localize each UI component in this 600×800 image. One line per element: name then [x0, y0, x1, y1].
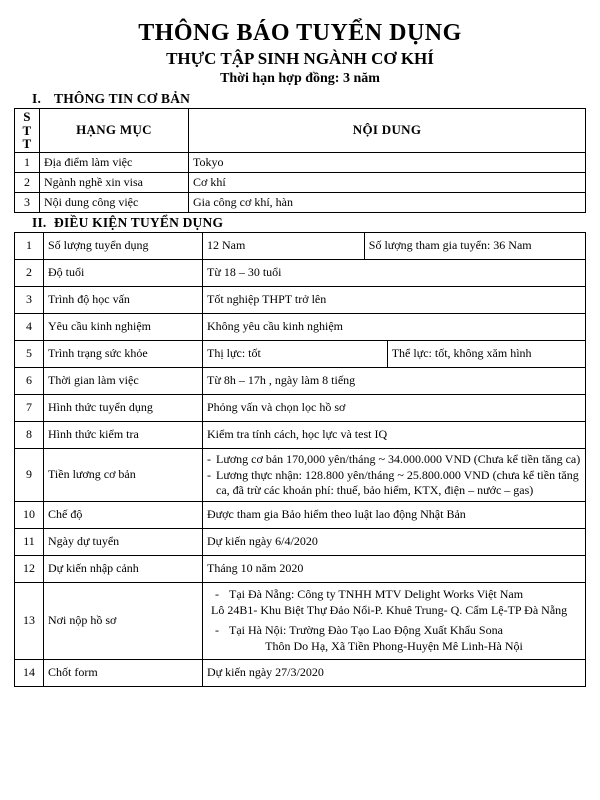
table-row	[15, 555, 586, 582]
table-row	[15, 528, 586, 555]
section-number-1: I.	[32, 91, 42, 106]
contract-term: Thời hạn hợp đồng: 3 năm	[220, 71, 380, 86]
row-item: Độ tuổi	[44, 259, 203, 286]
row-content-locations	[203, 582, 586, 659]
row-item: Ngày dự tuyển	[44, 528, 203, 555]
table-row	[15, 394, 586, 421]
table-row	[15, 659, 586, 686]
page-title: THÔNG BÁO TUYỂN DỤNG	[138, 20, 462, 46]
column-header-content: NỘI DUNG	[189, 109, 586, 153]
row-item: Trình độ học vấn	[44, 286, 203, 313]
column-header-item: HẠNG MỤC	[40, 109, 189, 153]
row-item: Chốt form	[44, 659, 203, 686]
row-item: Nơi nộp hồ sơ	[44, 582, 203, 659]
row-content: Tháng 10 năm 2020	[203, 555, 586, 582]
section-number-2: II.	[32, 214, 47, 230]
table-row-locations	[15, 582, 586, 659]
row-number: 10	[15, 501, 44, 528]
section-heading-recruitment-conditions	[14, 215, 586, 231]
basic-info-table	[14, 108, 586, 213]
row-content: Tốt nghiệp THPT trở lên	[203, 286, 586, 313]
table-row	[15, 172, 586, 192]
inner-split-table	[203, 341, 585, 367]
address-hanoi-detail: Thôn Do Hạ, Xã Tiền Phong-Huyện Mê Linh-Hà Nội	[265, 638, 523, 653]
row-item: Chế độ	[44, 501, 203, 528]
table-row-salary	[15, 448, 586, 501]
row-content: Từ 8h – 17h , ngày làm 8 tiếng	[203, 367, 586, 394]
row-number: 1	[15, 232, 44, 259]
row-number: 13	[15, 582, 44, 659]
salary-net: - Lương thực nhận: 128.800 yên/tháng ~ 25.800.000 VND (chưa kể tiền tăng ca, đã trừ các khoản phí: thuế, bảo hiểm, KTX, điện – nước – gas)	[207, 468, 581, 498]
stt-letter-2: T	[22, 122, 32, 138]
row-content: Không yêu cầu kinh nghiệm	[203, 313, 586, 340]
table-row	[15, 259, 586, 286]
row-number: 7	[15, 394, 44, 421]
row-number: 2	[15, 259, 44, 286]
row-content-split	[203, 232, 586, 259]
row-item: Ngành nghề xin visa	[40, 172, 189, 192]
row-item: Hình thức kiểm tra	[44, 421, 203, 448]
address-danang-detail: Lô 24B1- Khu Biệt Thự Đảo Nổi-P. Khuê Trung- Q. Cẩm Lệ-TP Đà Nẵng	[211, 602, 568, 617]
recruitment-conditions-table	[14, 232, 586, 687]
row-number: 9	[15, 448, 44, 501]
row-number: 3	[15, 192, 40, 212]
health-fitness: Thể lực: tốt, không xăm hình	[387, 341, 585, 367]
address-danang	[207, 585, 581, 621]
row-item: Nội dung công việc	[40, 192, 189, 212]
row-item: Yêu cầu kinh nghiệm	[44, 313, 203, 340]
column-header-stt	[15, 109, 40, 153]
row-item: Thời gian làm việc	[44, 367, 203, 394]
address-hanoi	[207, 621, 581, 657]
table-row	[15, 192, 586, 212]
row-content: Dự kiến ngày 6/4/2020	[203, 528, 586, 555]
row-content: Dự kiến ngày 27/3/2020	[203, 659, 586, 686]
row-content: Từ 18 – 30 tuổi	[203, 259, 586, 286]
table-row	[15, 340, 586, 367]
row-number: 3	[15, 286, 44, 313]
section-title-1: THÔNG TIN CƠ BẢN	[54, 91, 191, 106]
row-number: 14	[15, 659, 44, 686]
row-item: Địa điểm làm việc	[40, 152, 189, 172]
salary-basic: - Lương cơ bản 170,000 yên/tháng ~ 34.000.000 VND (Chưa kể tiền tăng ca)	[207, 452, 581, 467]
stt-letter-1: S	[23, 109, 31, 124]
stt-letter-3: T	[22, 136, 32, 152]
row-item: Số lượng tuyển dụng	[44, 232, 203, 259]
health-vision: Thị lực: tốt	[207, 346, 261, 361]
row-item: Dự kiến nhập cảnh	[44, 555, 203, 582]
row-content: Cơ khí	[189, 172, 586, 192]
quantity-applicants: Số lượng tham gia tuyển: 36 Nam	[364, 233, 585, 259]
row-content: Tokyo	[189, 152, 586, 172]
row-content-split	[203, 340, 586, 367]
row-item: Hình thức tuyển dụng	[44, 394, 203, 421]
address-hanoi-title: - Tại Hà Nội: Trường Đào Tạo Lao Động Xuất Khẩu Sona	[207, 623, 581, 638]
inner-split-table	[203, 233, 585, 259]
table-row	[15, 421, 586, 448]
row-number: 8	[15, 421, 44, 448]
address-danang-title: - Tại Đà Nẵng: Công ty TNHH MTV Delight Works Việt Nam	[207, 587, 581, 602]
table-row	[15, 286, 586, 313]
section-title-2: ĐIỀU KIỆN TUYỂN DỤNG	[54, 214, 224, 230]
row-item: Tiền lương cơ bản	[44, 448, 203, 501]
row-content: Gia công cơ khí, hàn	[189, 192, 586, 212]
row-number: 1	[15, 152, 40, 172]
row-content: Được tham gia Bảo hiểm theo luật lao động Nhật Bản	[203, 501, 586, 528]
page-subtitle: THỰC TẬP SINH NGÀNH CƠ KHÍ	[166, 49, 434, 68]
row-number: 5	[15, 340, 44, 367]
row-content: Kiểm tra tính cách, học lực và test IQ	[203, 421, 586, 448]
table-row	[15, 313, 586, 340]
salary-list	[207, 452, 581, 498]
row-item: Trình trạng sức khỏe	[44, 340, 203, 367]
table-row	[15, 152, 586, 172]
row-number: 12	[15, 555, 44, 582]
row-number: 6	[15, 367, 44, 394]
row-number: 4	[15, 313, 44, 340]
table-row	[15, 501, 586, 528]
row-content-salary	[203, 448, 586, 501]
row-number: 2	[15, 172, 40, 192]
table-row	[15, 367, 586, 394]
table-row	[15, 232, 586, 259]
table-header-row	[15, 109, 586, 153]
row-content: Phỏng vấn và chọn lọc hồ sơ	[203, 394, 586, 421]
row-number: 11	[15, 528, 44, 555]
quantity-recruit: 12 Nam	[207, 238, 246, 253]
section-heading-basic-info	[14, 91, 586, 107]
